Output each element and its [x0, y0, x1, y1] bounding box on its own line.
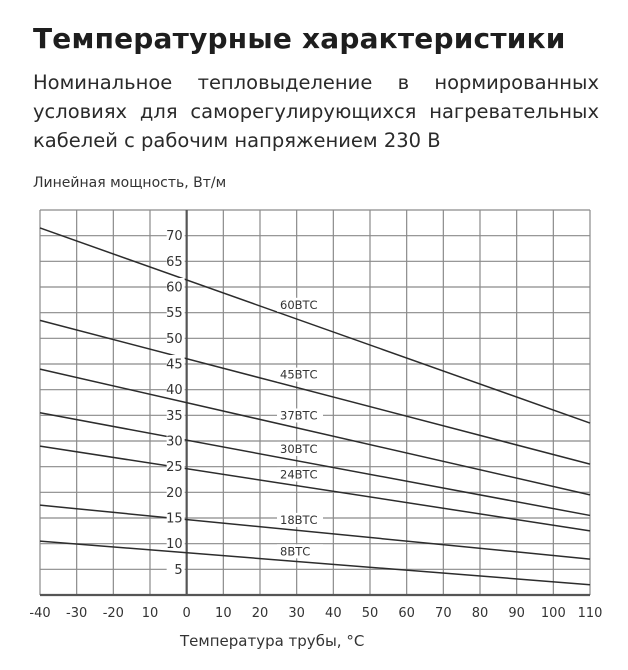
series-line — [40, 413, 590, 516]
series-label: 37ВТС — [280, 408, 318, 423]
y-tick-label: 45 — [166, 357, 183, 373]
chart-subtitle: Номинальное тепловыделение в нормированных условиях для саморегулирующихся нагревательных кабелей с рабочим напряжением 230 В — [33, 71, 599, 152]
y-tick-label: 35 — [166, 408, 183, 424]
x-tick-label: 50 — [361, 606, 379, 621]
x-tick-label: 30 — [288, 606, 305, 621]
series-label: 30ВТС — [280, 441, 318, 456]
x-tick-label: 110 — [577, 606, 603, 621]
x-tick-label: 90 — [508, 606, 525, 621]
series-line — [40, 228, 590, 423]
y-tick-label: 50 — [166, 331, 183, 347]
x-tick-label: 60 — [398, 606, 415, 621]
y-tick-label: 20 — [166, 485, 183, 501]
y-tick-label: 55 — [166, 306, 183, 322]
x-tick-label: 0 — [182, 606, 191, 621]
y-tick-label: 60 — [166, 280, 183, 296]
y-tick-label: 25 — [166, 460, 183, 476]
y-tick-label: 10 — [166, 537, 183, 553]
y-tick-label: 15 — [166, 511, 183, 527]
y-axis-label: Линейная мощность, Вт/м — [33, 175, 227, 191]
x-tick-label: -30 — [66, 606, 88, 621]
x-tick-label: 10 — [215, 606, 232, 621]
x-tick-label: 80 — [471, 606, 489, 621]
y-tick-label: 70 — [166, 229, 183, 245]
chart-axes — [40, 210, 590, 595]
x-tick-label: -20 — [102, 606, 124, 621]
series-label: 8ВТС — [280, 544, 311, 559]
page-title: Температурные характеристики — [33, 22, 566, 55]
y-tick-label: 40 — [166, 383, 183, 399]
y-tick-label: 30 — [166, 434, 183, 450]
x-tick-label: 40 — [325, 606, 342, 621]
series-label: 24ВТС — [280, 467, 318, 482]
x-tick-label: 20 — [251, 606, 269, 621]
chart-grid — [40, 210, 590, 595]
x-tick-label: 10 — [141, 606, 159, 621]
y-tick-label: 65 — [166, 254, 183, 270]
x-axis-label: Температура трубы, °C — [180, 632, 365, 650]
series-label: 60ВТС — [280, 297, 318, 312]
x-tick-label: 100 — [540, 606, 566, 621]
series-label: 18ВТС — [280, 512, 318, 527]
y-tick-label: 5 — [174, 562, 183, 578]
x-tick-label: -40 — [29, 606, 51, 621]
chart-series — [40, 228, 590, 585]
x-tick-label: 70 — [435, 606, 452, 621]
series-label: 45ВТС — [280, 367, 318, 382]
